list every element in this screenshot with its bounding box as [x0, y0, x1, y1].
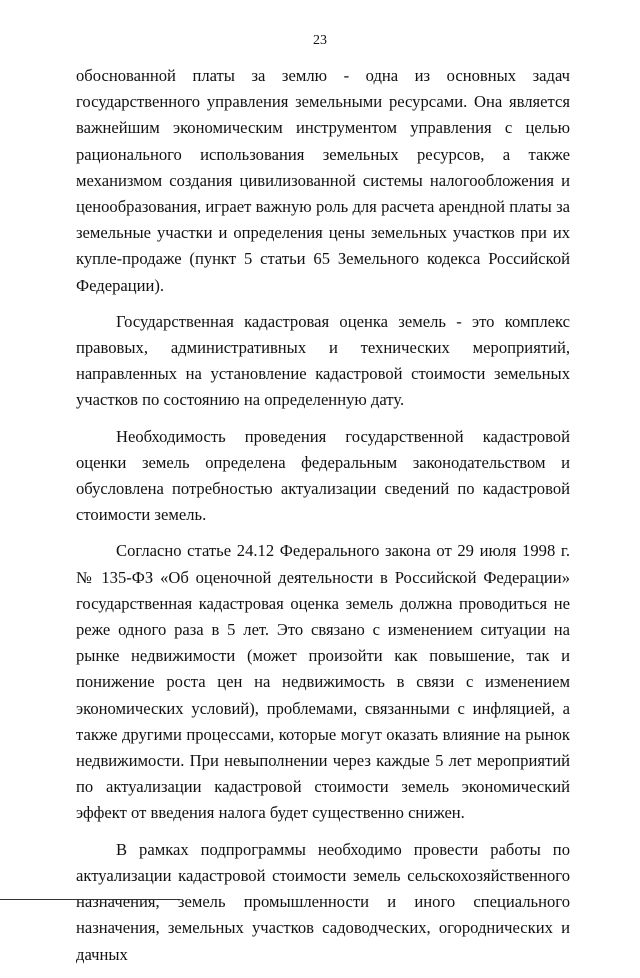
paragraph-necessity: Необходимость проведения государственной кадастровой оценки земель определена федеральным законодательством и обусловлена потребностью актуализации сведений по кадастровой стоимости земель. [76, 426, 570, 525]
paragraph-federal-law: Согласно статье 24.12 Федерального закона от 29 июля 1998 г. № 135-ФЗ «Об оценочной деятельности в Российской Федерации» государственная кадастровая оценка земель должна проводиться не реже одного раза в 5 лет. Это связано с изменением ситуации на рынке недвижимости (может произойти как повышение, так и понижение роста цен на недвижимость в связи с изменением экономических условий), проблемами, связанными с инфляцией, а также другими процессами, которые могут оказать влияние на рынок недвижимости. При невыполнении через каждые 5 лет мероприятий по актуализации кадастровой стоимости земель экономический эффект от введения налога будет существенно снижен. [76, 541, 570, 823]
paragraph-continuation: обоснованной платы за землю - одна из основных задач государственного управления земельными ресурсами. Она является важнейшим экономическим инструментом управления с целью рационального использования земельных ресурсов, а также механизмом создания цивилизованной системы налогообложения и ценообразования, играет важную роль для расчета арендной платы за земельные участки и определения цены земельных участков при их купле-продаже (пункт 5 статьи 65 Земельного кодекса Российской Федерации). [76, 66, 570, 295]
page-number: 23 [313, 33, 327, 48]
paragraph-cadastral-definition: Государственная кадастровая оценка земель - это комплекс правовых, административных и технических мероприятий, направленных на установление кадастровой стоимости земельных участков по состоянию на определенную дату. [76, 311, 570, 410]
document-body [76, 63, 570, 978]
page-edge-divider [0, 899, 180, 900]
paragraph-subprogram: В рамках подпрограммы необходимо провести работы по актуализации кадастровой стоимости земель сельскохозяйственного назначения, земель промышленности и иного специального назначения, земельных участков садоводческих, огороднических и дачных [76, 839, 570, 964]
